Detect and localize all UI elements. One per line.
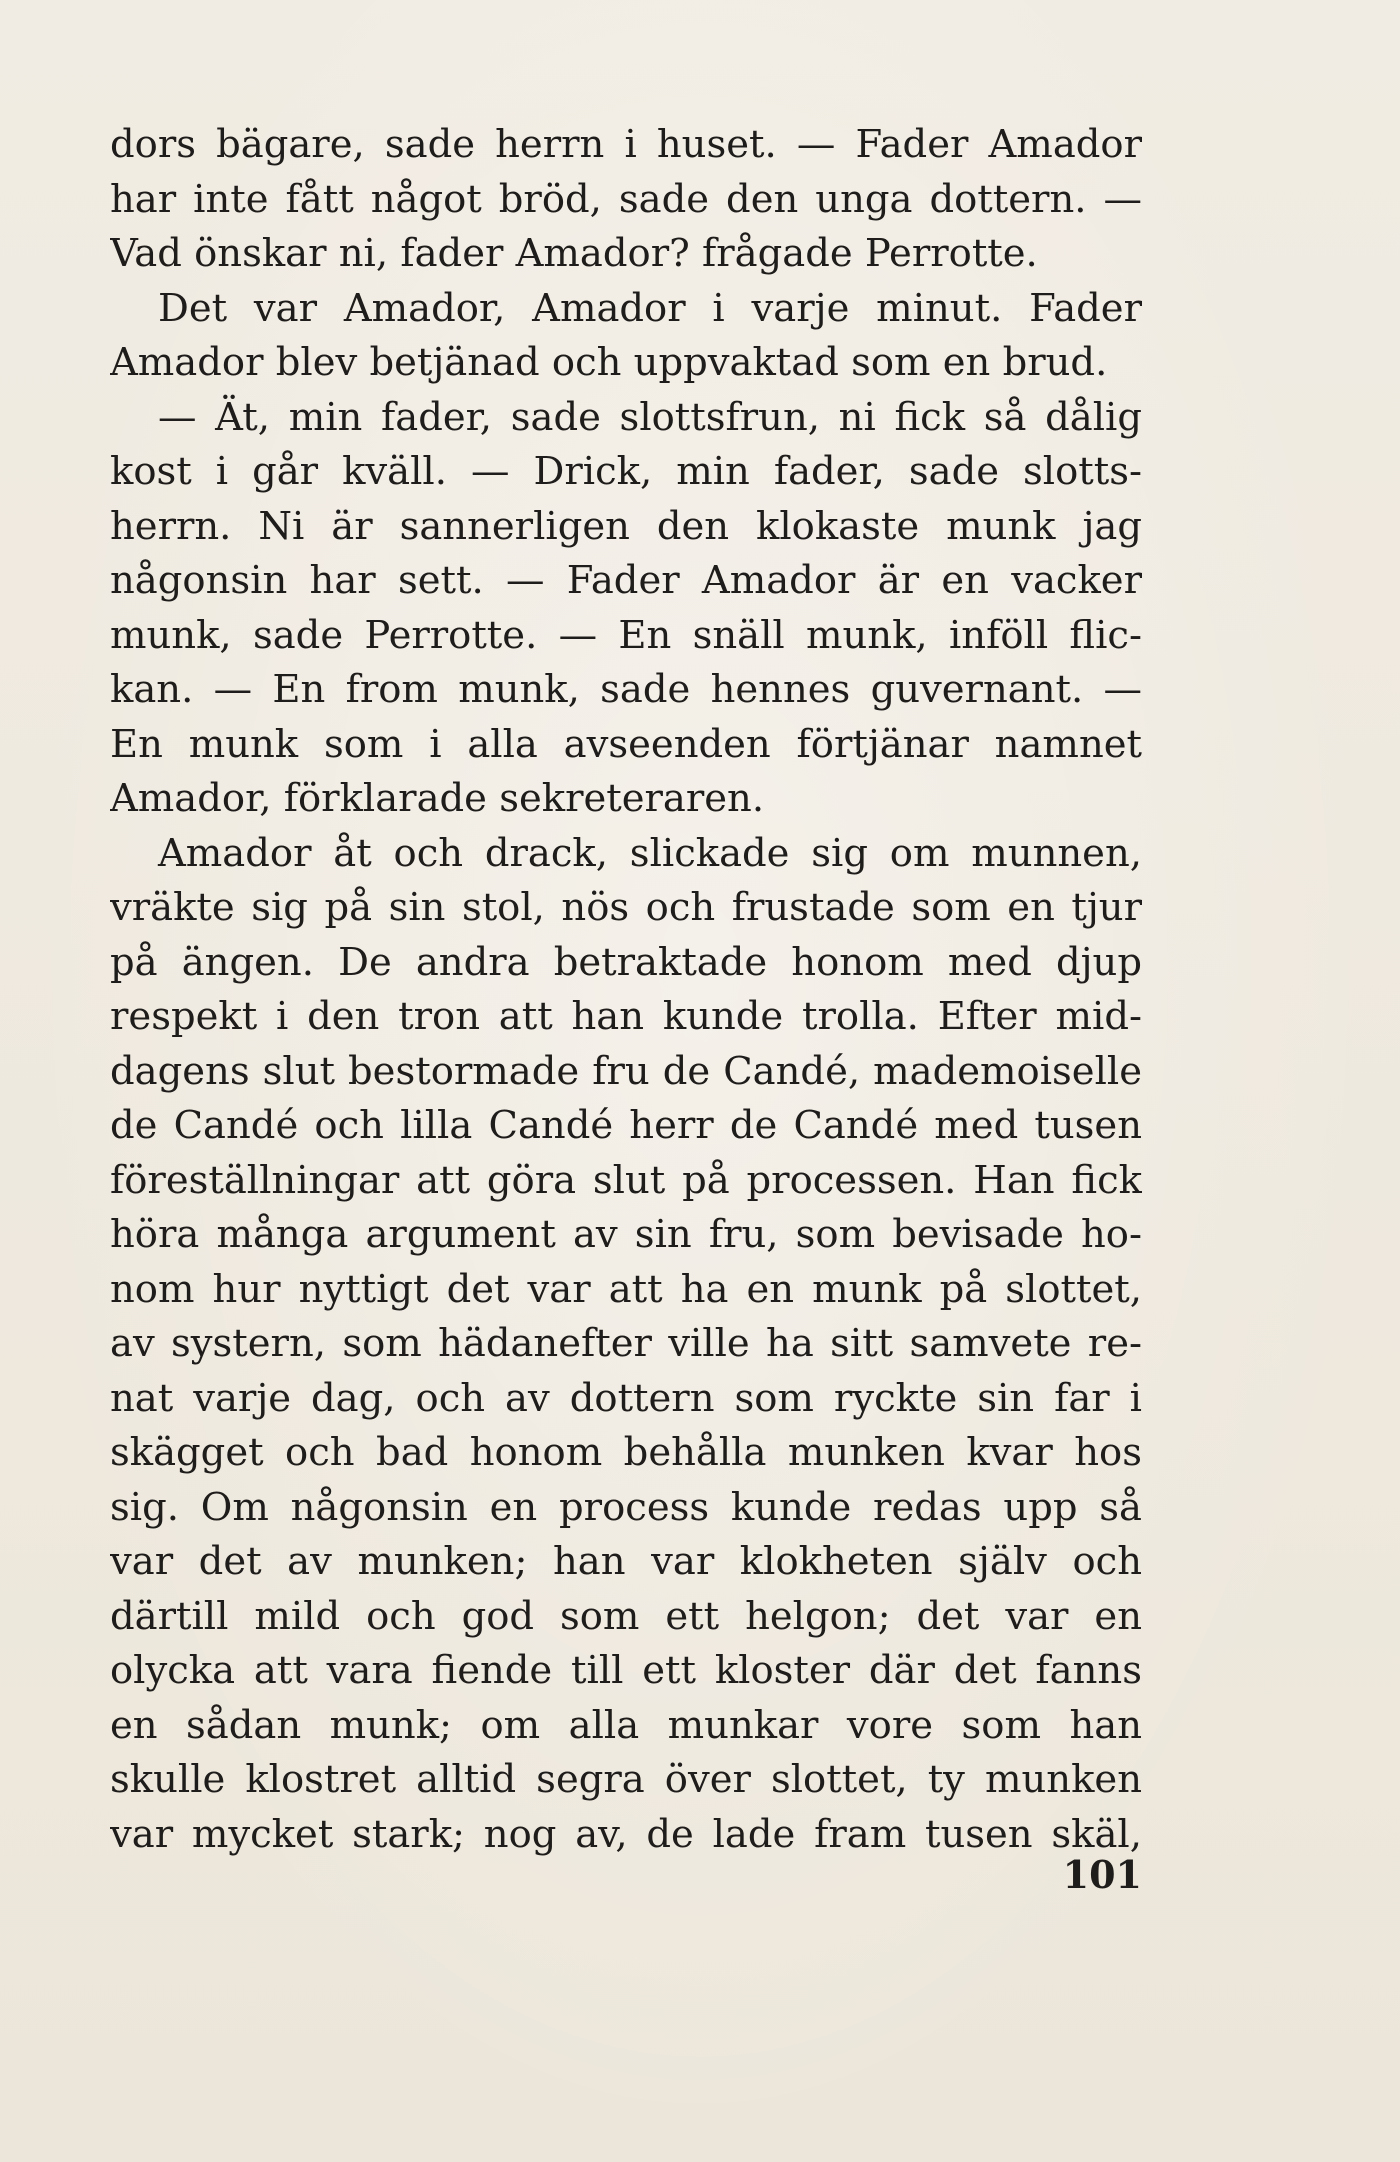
text-line: höra många argument av sin fru, som bevisade ho-: [110, 1212, 1142, 1257]
text-line: har inte fått något bröd, sade den unga dottern. —: [110, 176, 1142, 222]
text-line: En munk som i alla avseenden förtjänar namnet: [110, 721, 1142, 767]
text-line: dors bägare, sade herrn i huset. — Fader Amador: [110, 122, 1142, 167]
text-line: Det var Amador, Amador i varje minut. Fader: [158, 285, 1142, 331]
text-line: de Candé och lilla Candé herr de Candé med tusen: [110, 1103, 1142, 1148]
text-line: — Ät, min fader, sade slottsfrun, ni fick så dålig: [158, 394, 1142, 440]
text-line: Amador åt och drack, slickade sig om munnen,: [158, 830, 1142, 876]
body-text: [110, 118, 1142, 1862]
text-line: därtill mild och god som ett helgon; det var en: [110, 1593, 1142, 1639]
text-line: skulle klostret alltid segra över slottet, ty munken: [110, 1757, 1142, 1802]
text-line: en sådan munk; om alla munkar vore som han: [110, 1702, 1142, 1748]
text-line: var mycket stark; nog av, de lade fram tusen skäl,: [110, 1811, 1142, 1857]
text-line: någonsin har sett. — Fader Amador är en vacker: [110, 558, 1142, 603]
text-line: herrn. Ni är sannerligen den klokaste munk jag: [110, 503, 1142, 549]
text-line: på ängen. De andra betraktade honom med djup: [110, 939, 1142, 985]
page-number: 101: [1062, 1852, 1142, 1897]
text-line: var det av munken; han var klokheten själv och: [110, 1539, 1142, 1584]
text-line: skägget och bad honom behålla munken kvar hos: [110, 1430, 1142, 1475]
text-line: munk, sade Perrotte. — En snäll munk, inföll flic-: [110, 612, 1142, 658]
text-line: nat varje dag, och av dottern som ryckte sin far i: [110, 1375, 1142, 1421]
text-line: kan. — En from munk, sade hennes guvernant. —: [110, 667, 1142, 712]
text-line: vräkte sig på sin stol, nös och frustade som en tjur: [110, 885, 1142, 930]
text-line: Amador, förklarade sekreteraren.: [110, 776, 765, 821]
text-line: kost i går kväll. — Drick, min fader, sade slotts-: [110, 449, 1142, 494]
text-line: sig. Om någonsin en process kunde redas upp så: [110, 1484, 1142, 1530]
text-line: Amador blev betjänad och uppvaktad som en brud.: [110, 340, 1108, 385]
text-line: Vad önskar ni, fader Amador? frågade Perrotte.: [110, 231, 1038, 276]
text-line: nom hur nyttigt det var att ha en munk på slottet,: [110, 1266, 1142, 1312]
text-line: olycka att vara fiende till ett kloster där det fanns: [110, 1648, 1142, 1693]
text-line: respekt i den tron att han kunde trolla. Efter mid-: [110, 994, 1142, 1039]
text-line: föreställningar att göra slut på processen. Han fick: [110, 1157, 1142, 1203]
text-line: dagens slut bestormade fru de Candé, mademoiselle: [110, 1048, 1142, 1094]
text-line: av systern, som hädanefter ville ha sitt samvete re-: [110, 1321, 1142, 1366]
